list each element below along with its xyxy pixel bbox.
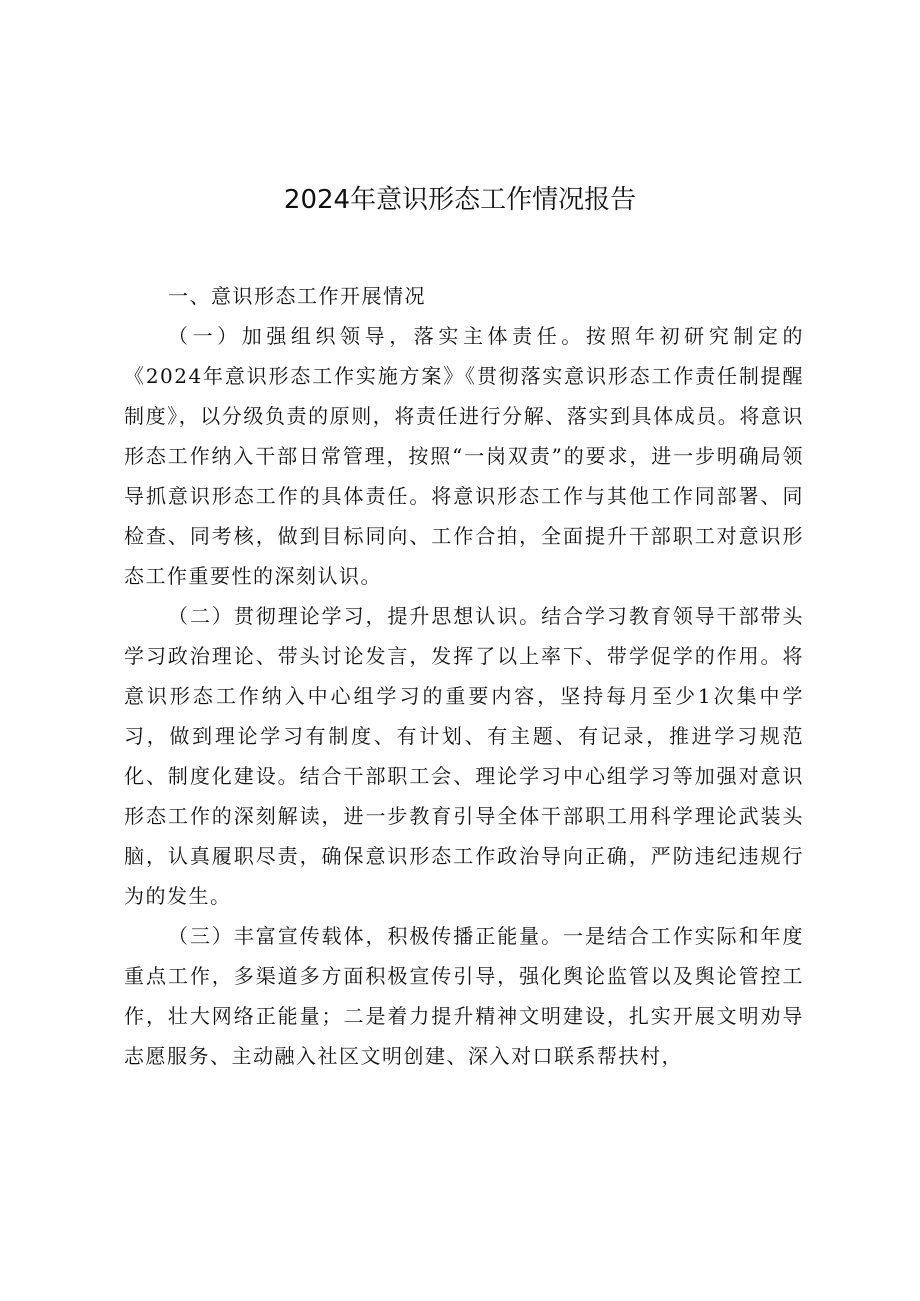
paragraph-3: （三）丰富宣传载体，积极传播正能量。一是结合工作实际和年度重点工作，多渠道多方面积极宣传引导，强化舆论监管以及舆论管控工作，壮大网络正能量；二是着力提升精神文明建设，扎实开展文明劝导志愿服务、主动融入社区文明创建、深入对口联系帮扶村， — [124, 924, 804, 1068]
document-title: 2024年意识形态工作情况报告 — [283, 185, 637, 215]
paragraph-2: （二）贯彻理论学习，提升思想认识。结合学习教育领导干部带头学习政治理论、带头讨论发言，发挥了以上率下、带学促学的作用。将意识形态工作纳入中心组学习的重要内容，坚持每月至少1次集中学习，做到理论学习有制度、有计划、有主题、有记录，推进学习规范化、制度化建设。结合干部职工会、理论学习中心组学习等加强对意识形态工作的深刻解读，进一步教育引导全体干部职工用科学理论武装头脑，认真履职尽责，确保意识形态工作政治导向正确，严防违纪违规行为的发生。 — [124, 604, 804, 908]
paragraph-1: （一）加强组织领导，落实主体责任。按照年初研究制定的《2024年意识形态工作实施方案》《贯彻落实意识形态工作责任制提醒制度》，以分级负责的原则，将责任进行分解、落实到具体成员。将意识形态工作纳入干部日常管理，按照“一岗双责”的要求，进一步明确局领导抓意识形态工作的具体责任。将意识形态工作与其他工作同部署、同检查、同考核，做到目标同向、工作合拍，全面提升干部职工对意识形态工作重要性的深刻认识。 — [124, 324, 804, 588]
section-heading: 一、意识形态工作开展情况 — [168, 284, 426, 308]
document-body — [124, 276, 804, 1076]
